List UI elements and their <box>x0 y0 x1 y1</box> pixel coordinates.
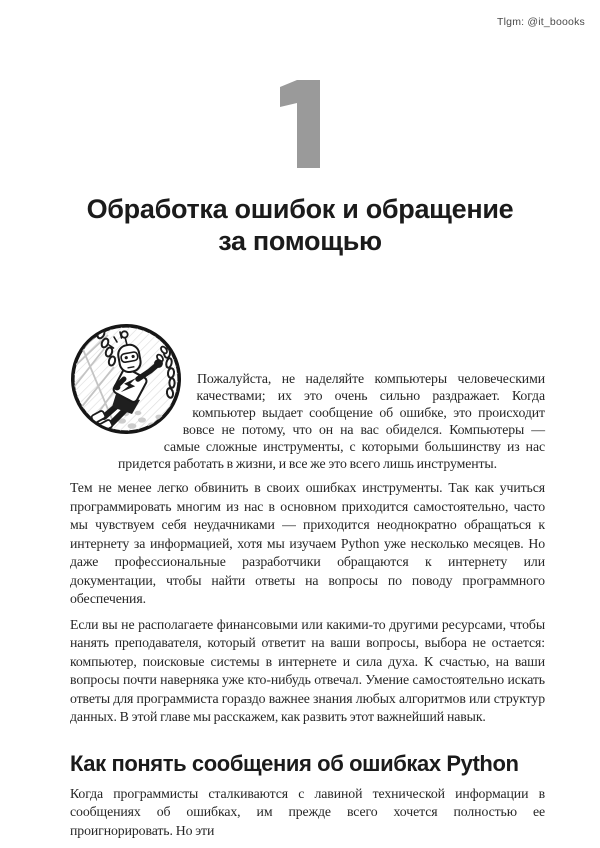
section-paragraph: Когда программисты сталкиваются с лавиной технической информации в сообщениях об ошибках, им прежде всего хочется полностью ее проигнорировать. Но эти <box>70 785 545 838</box>
chapter-title-line-1: Обработка ошибок и обращение <box>86 194 514 224</box>
page-content <box>70 321 545 840</box>
section-heading: Как понять сообщения об ошибках Python <box>70 750 519 776</box>
intro-section <box>70 321 545 727</box>
robot-swinging-on-broken-chain-icon <box>68 321 184 437</box>
telegram-watermark: Tlgm: @it_boooks <box>497 16 585 28</box>
chapter-number-glyph <box>280 80 320 168</box>
chapter-title <box>0 193 600 257</box>
body-paragraph: Тем не менее легко обвинить в своих ошибках инструменты. Так как учиться программировать многим из нас в основном приходится самостоятельно, часто мы чувствуем себя неудачниками — приходится неоднократно обращаться к интернету за информацией, хотя мы изучаем Python уже несколько месяцев. Но даже профессиональные разработчики обращаются к интернету или документации, чтобы найти ответы на вопросы по поводу программного обеспечения. <box>70 480 545 606</box>
chapter-title-line-2: за помощью <box>218 226 382 256</box>
body-paragraph: Если вы не располагаете финансовыми или какими-то другими ресурсами, чтобы нанять преподавателя, который ответит на ваши вопросы, выбора не остается: компьютер, поисковые системы в интернете и сила духа. К счастью, на ваши вопросы почти наверняка уже кто-нибудь отвечал. Умение самостоятельно искать ответы для программиста гораздо важнее знания любых алгоритмов или структур данных. В этой главе мы расскажем, как развить этот важнейший навык. <box>70 616 545 724</box>
chapter-illustration <box>68 321 184 439</box>
lead-paragraph: Пожалуйста, не наделяйте компьютеры человеческими качествами; их это очень сильно раздражает. Когда компьютер выдает сообщение об ошибке, это происходит вовсе не потому, что он на вас обиделся. Компьютеры — самые сложные инструменты, с которыми большинству из нас придется работать в жизни, и все же это всего лишь инструменты. <box>118 371 545 471</box>
